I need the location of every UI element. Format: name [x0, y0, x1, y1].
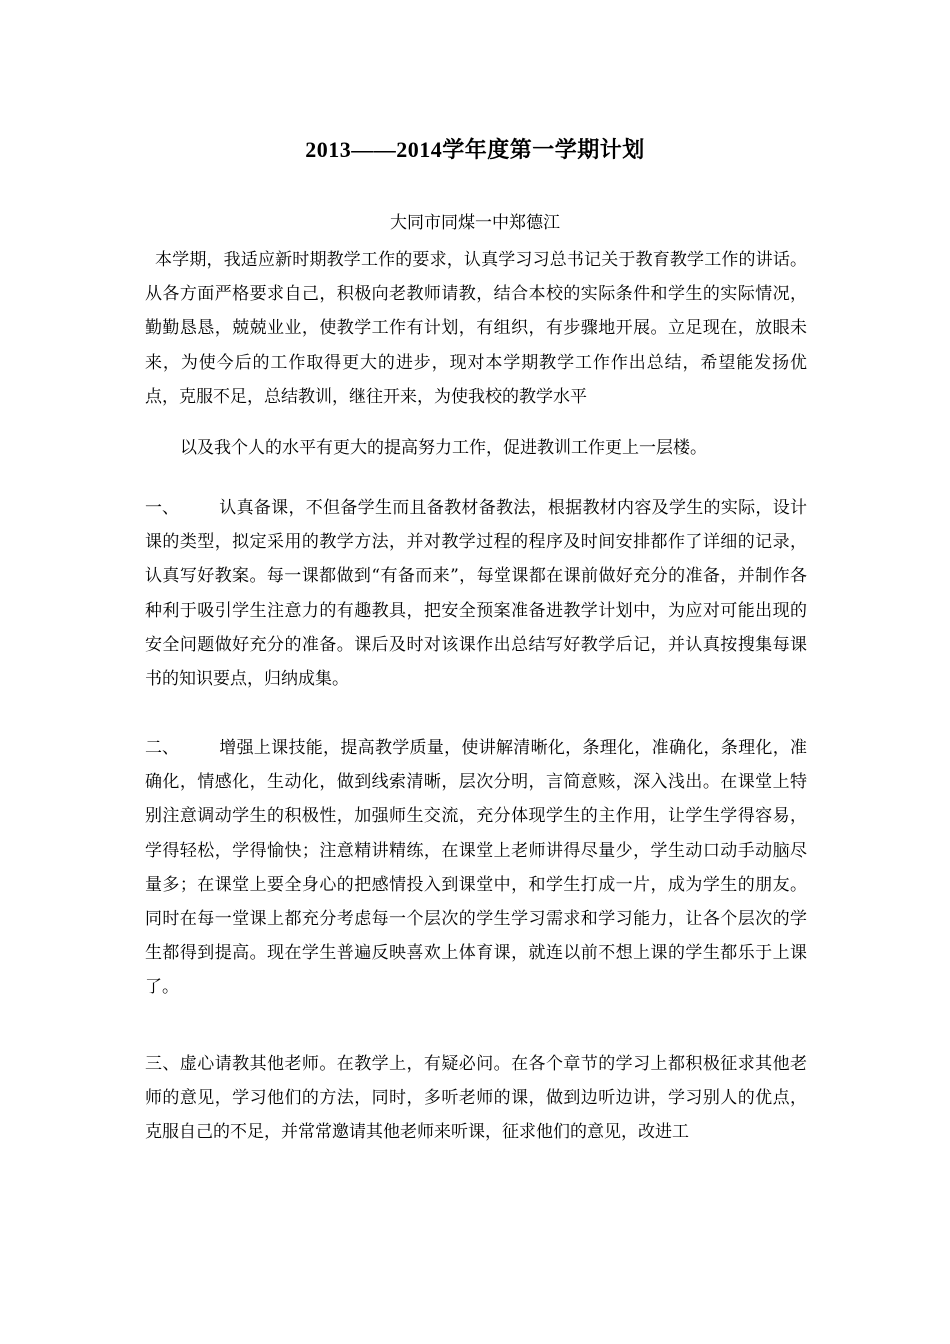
section-1-text: 认真备课，不但备学生而且备教材备教法，根据教材内容及学生的实际，设计课的类型，拟定采用的教学方法，并对教学过程的程序及时间安排都作了详细的记录，认真写好教案。每一课都做到“有备而来”，每堂课都在课前做好充分的准备，并制作各种利于吸引学生注意力的有趣教具，把安全预案准备进教学计划中，为应对可能出现的安全问题做好充分的准备。课后及时对该课作出总结写好教学后记，并认真按搜集每课书的知识要点，归纳成集。 — [145, 498, 807, 690]
intro-paragraph: 本学期，我适应新时期教学工作的要求，认真学习习总书记关于教育教学工作的讲话。从各方面严格要求自己，积极向老教师请教，结合本校的实际条件和学生的实际情况，勤勤恳恳，兢兢业业，使教学工作有计划，有组织，有步骤地开展。立足现在，放眼未来，为使今后的工作取得更大的进步，现对本学期教学工作作出总结，希望能发扬优点，克服不足，总结教训，继往开来，为使我校的教学水平 — [145, 250, 807, 407]
section-3-number: 三、 — [145, 1054, 180, 1074]
document-author: 大同市同煤一中郑德江 — [390, 213, 560, 233]
section-2-number: 二、 — [145, 738, 179, 758]
section-1 — [145, 491, 807, 696]
section-2 — [145, 731, 807, 1005]
intro-last-line: 以及我个人的水平有更大的提高努力工作，促进教训工作更上一层楼。 — [180, 438, 707, 458]
section-3-text: 虚心请教其他老师。在教学上，有疑必问。在各个章节的学习上都积极征求其他老师的意见，学习他们的方法，同时，多听老师的课，做到边听边讲，学习别人的优点，克服自己的不足，并常常邀请其他老师来听课，征求他们的意见，改进工 — [145, 1054, 808, 1143]
section-2-text: 增强上课技能，提高教学质量，使讲解清晰化，条理化，准确化，条理化，准确化，情感化，生动化，做到线索清晰，层次分明，言简意赅，深入浅出。在课堂上特别注意调动学生的积极性，加强师生交流，充分体现学生的主作用，让学生学得容易，学得轻松，学得愉快；注意精讲精练，在课堂上老师讲得尽量少，学生动口动手动脑尽量多；在课堂上要全身心的把感情投入到课堂中，和学生打成一片，成为学生的朋友。同时在每一堂课上都充分考虑每一个层次的学生学习需求和学习能力，让各个层次的学生都得到提高。现在学生普遍反映喜欢上体育课，就连以前不想上课的学生都乐于上课了。 — [145, 738, 807, 998]
section-3 — [145, 1047, 807, 1150]
document-title: 2013——2014学年度第一学期计划 — [305, 137, 645, 162]
section-1-number: 一、 — [145, 498, 179, 518]
